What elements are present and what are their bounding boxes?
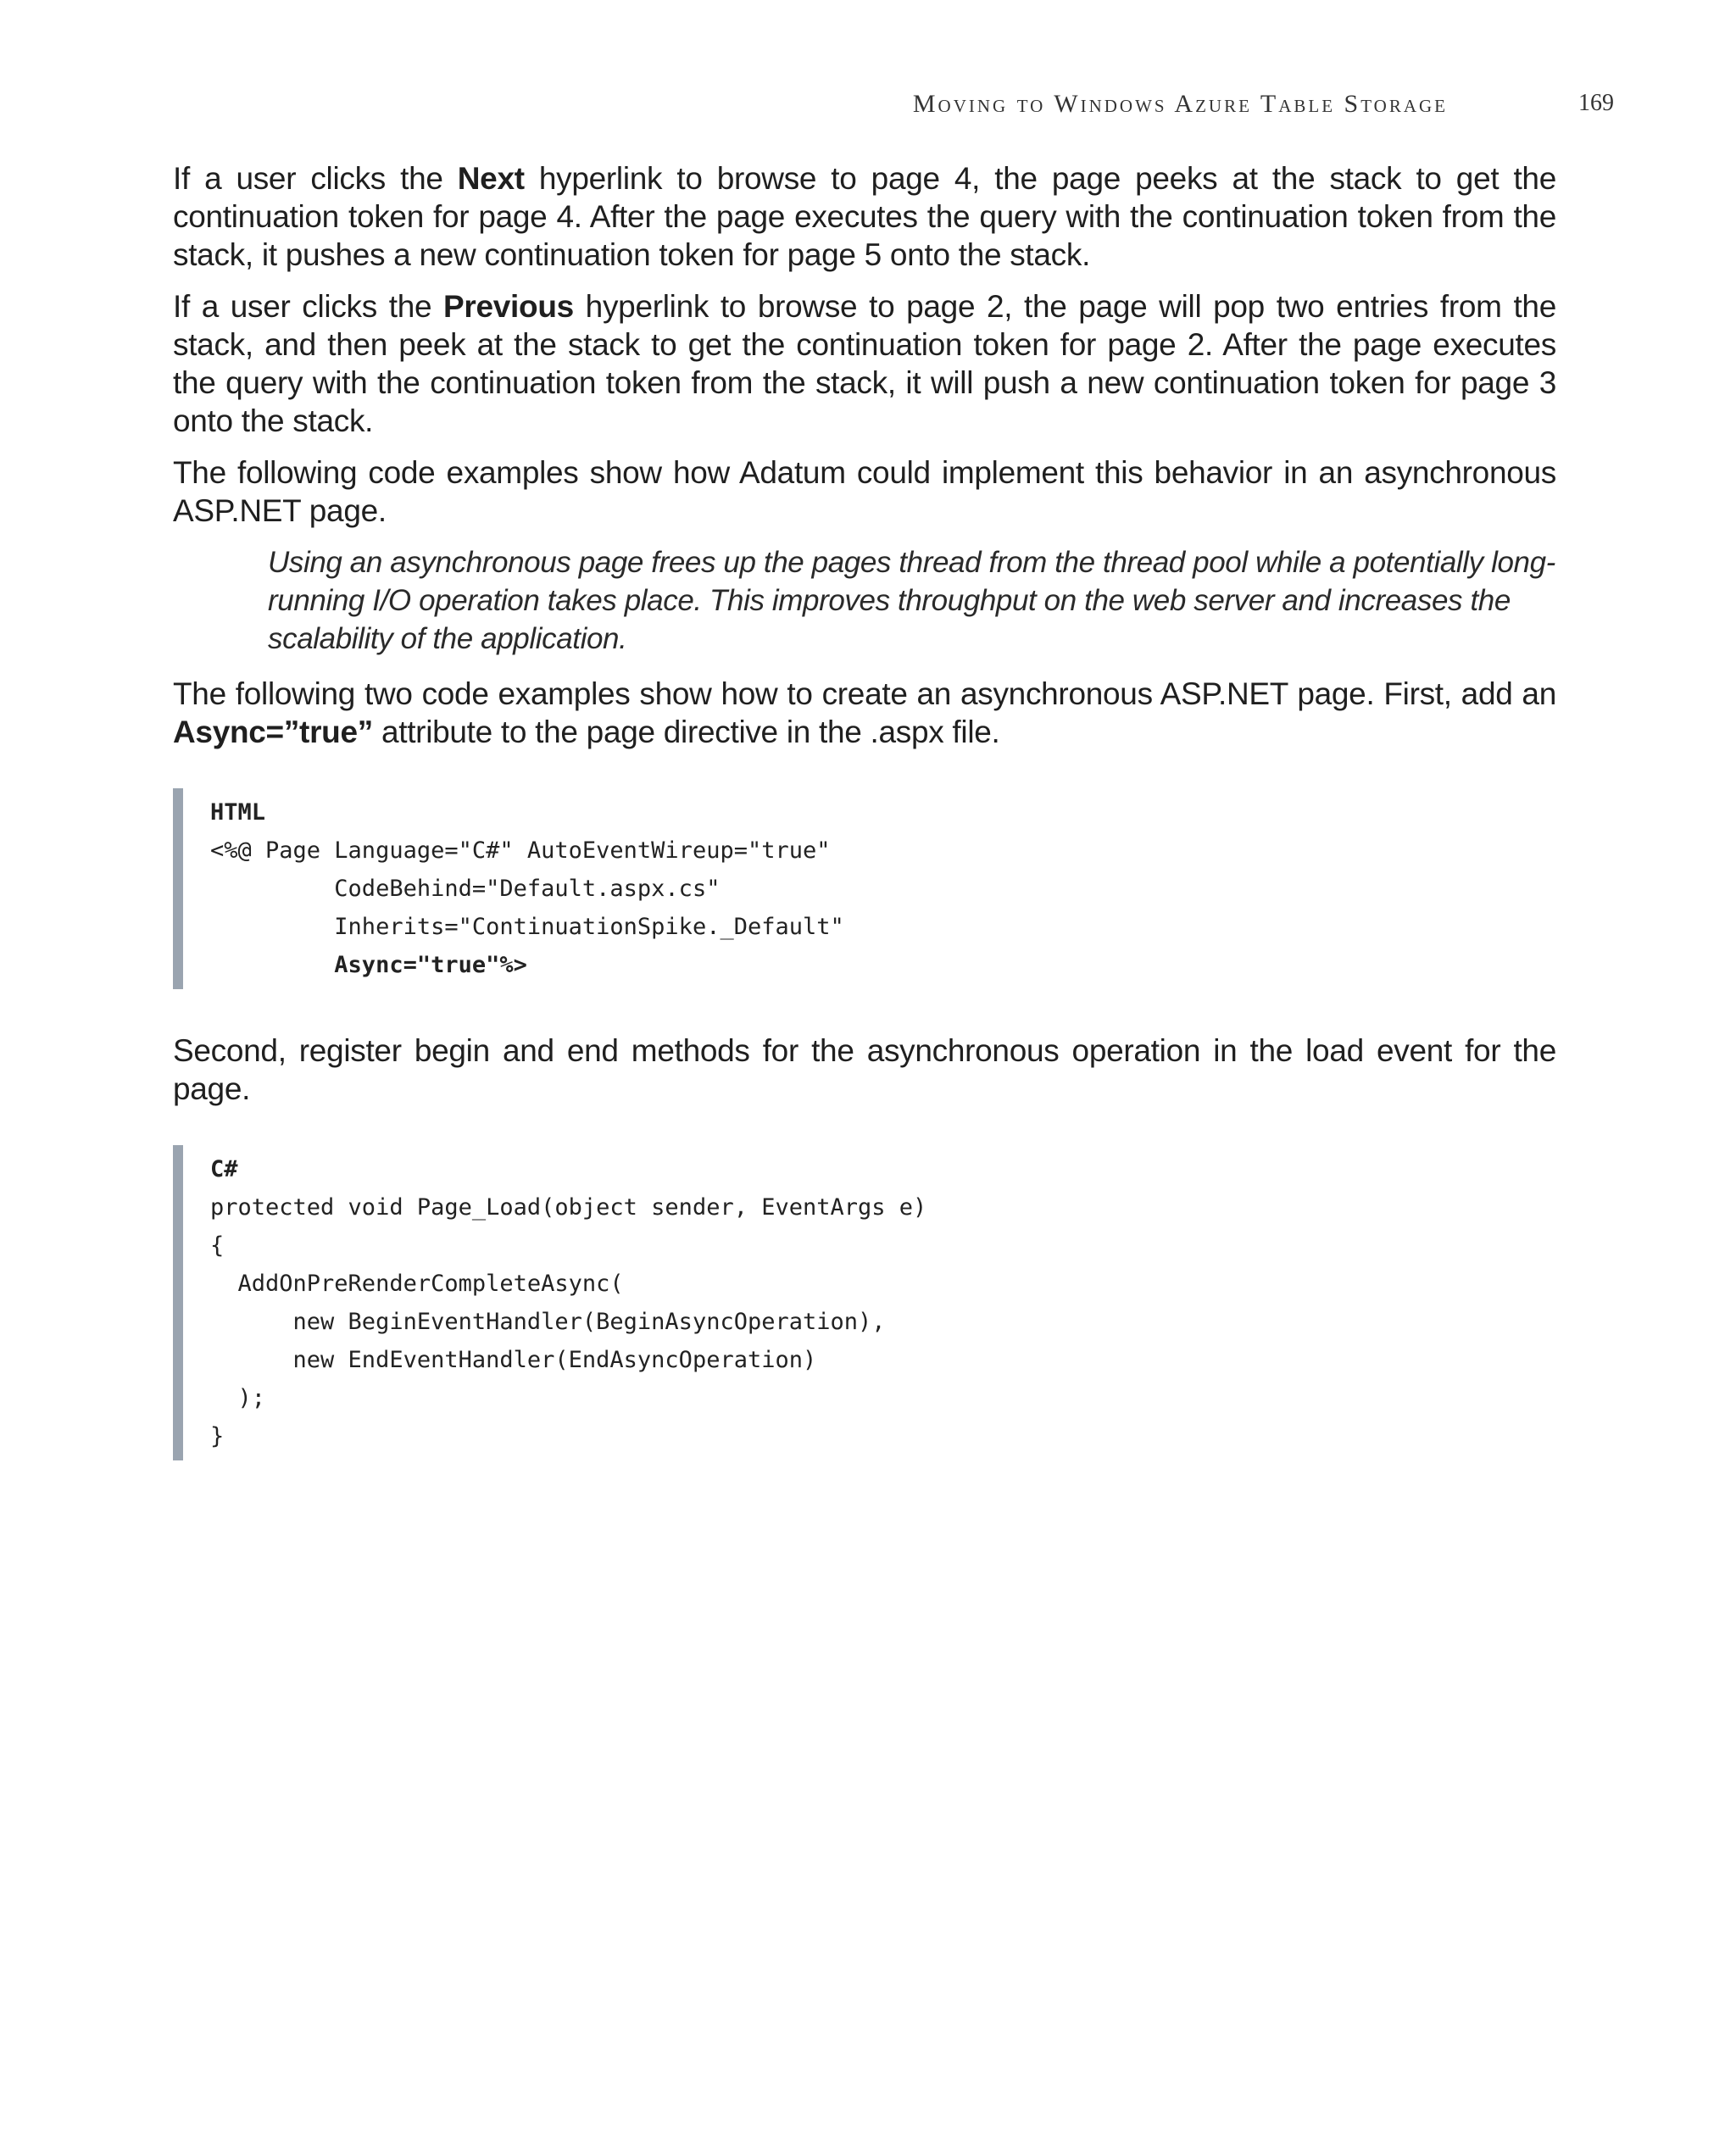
code-language-label: C#	[210, 1156, 238, 1182]
bold-term-next: Next	[457, 161, 525, 196]
code-block-csharp	[173, 1145, 1556, 1460]
paragraph-next-hyperlink	[173, 159, 1556, 274]
paragraph-text: If a user clicks the	[173, 289, 444, 324]
code-line: );	[210, 1385, 266, 1411]
paragraph-text: The following two code examples show how to create an asynchronous ASP.NET page. First, add an	[173, 676, 1556, 711]
paragraph-text: attribute to the page directive in the .aspx file.	[372, 715, 1000, 749]
code-line-bold: Async="true"%>	[210, 952, 527, 978]
bold-term-async: Async=”true”	[173, 715, 373, 749]
code-line: protected void Page_Load(object sender, EventArgs e)	[210, 1194, 927, 1221]
margin-note: Using an asynchronous page frees up the pages thread from the thread pool while a potentially long-running I/O operation takes place. This improves throughput on the web server and increases the scalability of the application.	[268, 546, 1555, 655]
code-line: }	[210, 1423, 225, 1449]
page-number: 169	[1578, 90, 1614, 116]
paragraph-text: hyperlink to browse to page 4, the page peeks at the stack to get the continuation token for page 4. After the page executes the query with the continuation token from the stack, it pushes a new continuation token for page 5 onto the stack.	[173, 161, 1556, 272]
paragraph-code-intro: The following code examples show how Adatum could implement this behavior in an asynchronous ASP.NET page.	[173, 455, 1556, 528]
code-line: new EndEventHandler(EndAsyncOperation)	[210, 1347, 817, 1373]
code-line: new BeginEventHandler(BeginAsyncOperation),	[210, 1309, 886, 1335]
paragraph-register-methods: Second, register begin and end methods for the asynchronous operation in the load event for the page.	[173, 1033, 1556, 1106]
page-content	[173, 159, 1556, 1503]
paragraph-text: If a user clicks the	[173, 161, 458, 196]
code-line: Inherits="ContinuationSpike._Default"	[210, 914, 844, 940]
paragraph-previous-hyperlink	[173, 287, 1556, 440]
paragraph-text: hyperlink to browse to page 2, the page will pop two entries from the stack, and then peek at the stack to get the continuation token for page 2. After the page executes the query with the continuation token from the stack, it will push a new continuation token for page 3 onto the stack.	[173, 289, 1556, 438]
code-line: AddOnPreRenderCompleteAsync(	[210, 1271, 624, 1297]
code-line: CodeBehind="Default.aspx.cs"	[210, 876, 721, 902]
code-language-label: HTML	[210, 799, 266, 826]
bold-term-previous: Previous	[443, 289, 574, 324]
code-block-html	[173, 788, 1556, 989]
code-line: <%@ Page Language="C#" AutoEventWireup="true"	[210, 837, 831, 864]
running-head: Moving to Windows Azure Table Storage	[912, 90, 1448, 118]
paragraph-async-attribute	[173, 675, 1556, 751]
code-line: {	[210, 1232, 225, 1259]
